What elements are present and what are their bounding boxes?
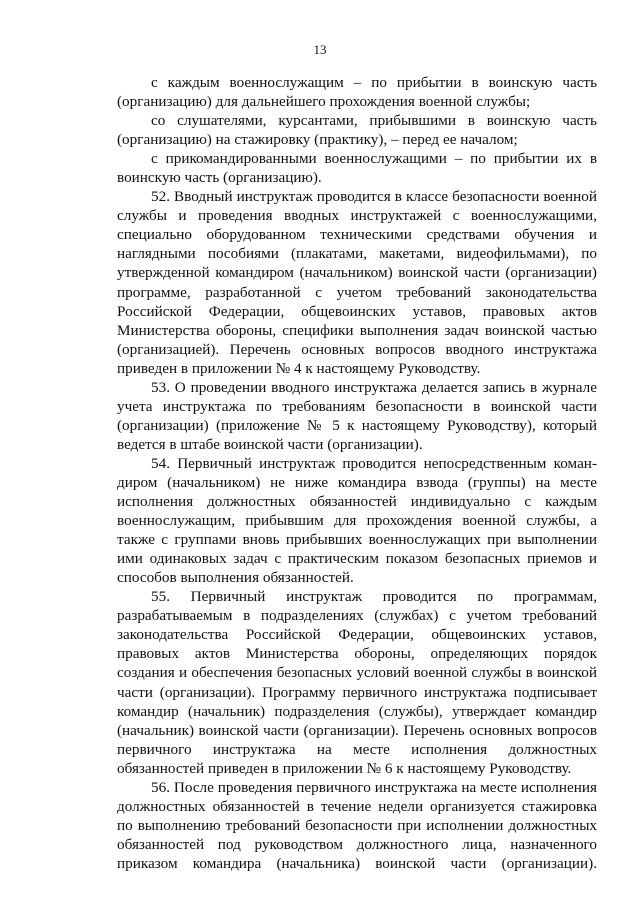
paragraph-56: 56. После проведения первичного инструктажа на месте исполнения должностных обязанностей в течение недели организуется стажировка по выполнению требований безопасности при исполнении должностных обязанностей под руководством должностного лица, назначенного приказом командира (начальника) воинской части (организации). bbox=[117, 778, 597, 872]
paragraph-53: 53. О проведении вводного инструктажа делается запись в журнале учета инструктажа по требованиям безопасности в воинской части (организации) (приложение № 5 к настоящему Руководству), который ведется в штабе воинской части (организации). bbox=[117, 378, 597, 453]
paragraph-52: 52. Вводный инструктаж проводится в классе безопасности военной службы и проведения вводных инструктажей с военнослужащими, специально оборудованном техническими средствами обучения и наглядными пособиями (плакатами, макетами, видеофильмами), по утвержденной командиром (начальником) воинской части (организации) программе, разработанной с учетом требований законодательства Российской Федерации, общевоинских уставов, правовых актов Министерства обороны, специфики выполнения задач воинской частью (организацией). Перечень основных вопросов вводного инструктажа приведен в приложении № 4 к настоящему Руководству. bbox=[117, 188, 597, 377]
paragraph-55: 55. Первичный инструктаж проводится по программам, разрабатываемым в подразделениях (службах) с учетом требований законодательства Российской Федерации, общевоинских уставов, правовых актов Министерства обороны, определяющих порядок создания и обеспечения безопасных условий военной службы в воинской части (организации). Программу первичного инструктажа подписывает командир (начальник) подразделения (службы), утверждает командир (начальник) воинской части (организации). Перечень основных вопросов первичного инструктажа на месте исполнения должностных обязанностей приведен в приложении № 6 к настоящему Руководству. bbox=[117, 588, 597, 777]
paragraph-instruct-each-serviceman: с каждым военнослужащим – по прибытии в воинскую часть (организацию) для дальнейшего прохождения военной службы; bbox=[117, 74, 597, 111]
paragraph-instruct-attached: с прикомандированными военнослужащими – по прибытии их в воинскую часть (организацию). bbox=[117, 150, 597, 187]
paragraph-54: 54. Первичный инструктаж проводится непосредственным командиром (начальником) не ниже командира взвода (группы) на месте исполнения должностных обязанностей индивидуально с каждым военнослужащим, прибывшим для прохождения военной службы, а также с группами вновь прибывших военнослужащих при выполнении ими одинаковых задач с практическим показом безопасных приемов и способов выполнения обязанностей. bbox=[117, 454, 597, 587]
document-body bbox=[117, 73, 597, 873]
page-number: 13 bbox=[313, 42, 327, 57]
paragraph-instruct-students: со слушателями, курсантами, прибывшими в воинскую часть (организацию) на стажировку (практику), – перед ее началом; bbox=[117, 112, 597, 149]
